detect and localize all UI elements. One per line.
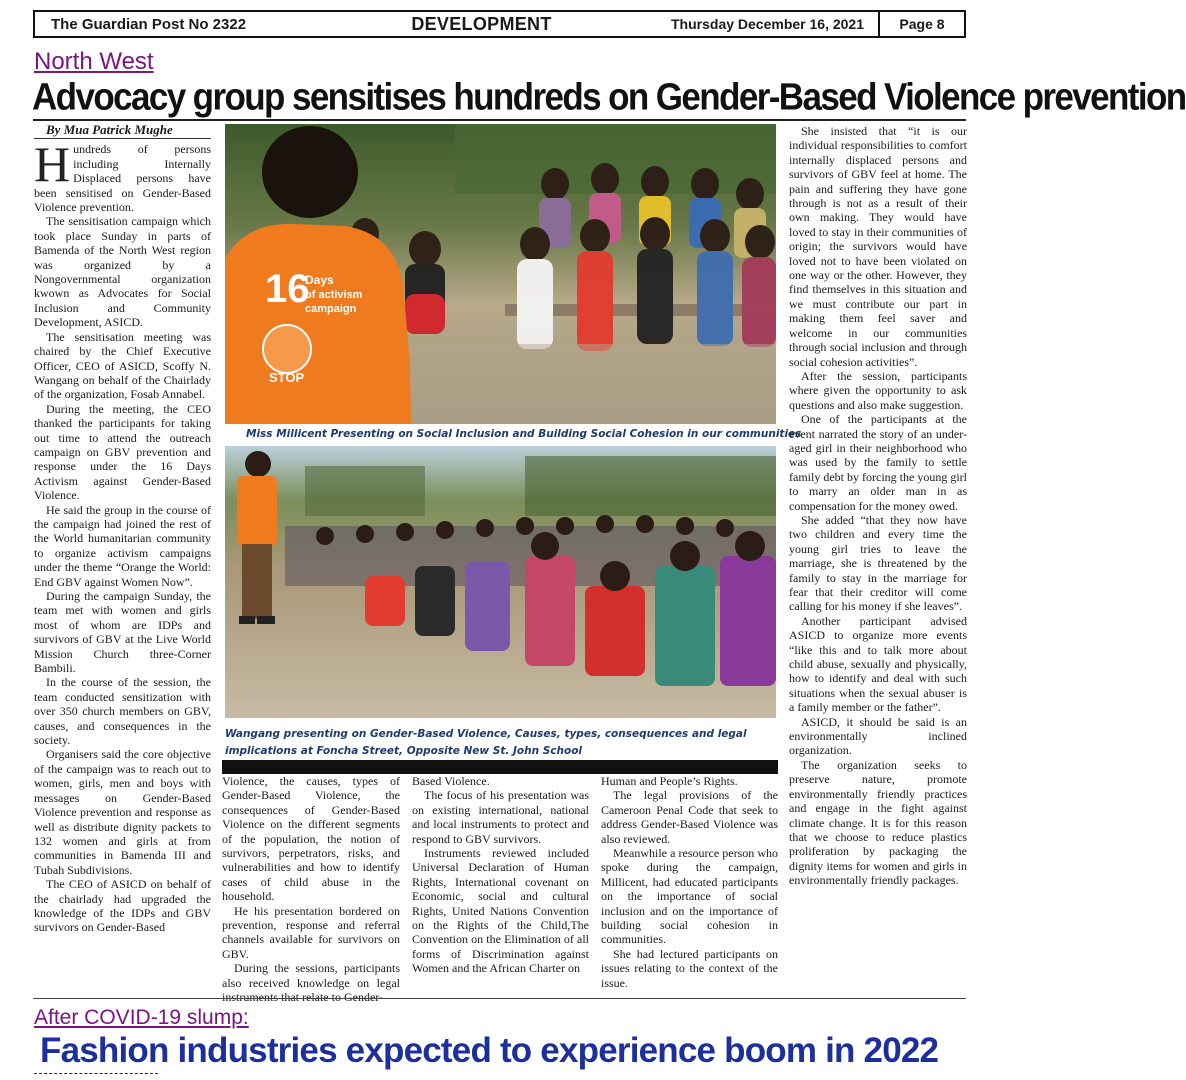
shirt-text-activism: of activism bbox=[305, 289, 363, 301]
paragraph: She had lectured participants on issues relating to the context of the issue. bbox=[601, 946, 778, 990]
paragraph: Meanwhile a resource person who spoke during the campaign, Millicent, had educated participants on the importance of social inclusion and on the importance of building social cohesion in communities. bbox=[601, 846, 778, 947]
photo-separator-bar bbox=[222, 760, 778, 774]
article-byline: By Mua Patrick Mughe bbox=[34, 123, 211, 139]
photo-2-caption-line-1: Wangang presenting on Gender-Based Violence, Causes, types, consequences and legal bbox=[225, 728, 747, 740]
page-header bbox=[33, 10, 966, 38]
paragraph: ASICD, it should be said is an environmentally inclined organization. bbox=[789, 714, 967, 758]
paragraph: The sensitisation campaign which took place Sunday in parts of Bamenda of the North West region was organized by a Nongovernmental organization kwown as Advocates for Social Inclusion and Community Development, ASICD. bbox=[34, 214, 211, 330]
photo-millicent-presenting bbox=[225, 124, 776, 424]
paragraph: Another participant advised ASICD to organize more events “like this and to talk more about child abuse, sexually and physically, how to identify and deal with such situations when the sexual abuser is a family member or the father”. bbox=[789, 613, 967, 715]
stop-hand-icon bbox=[263, 325, 311, 373]
paragraph: He his presentation bordered on prevention, response and referral channels available for survivors on GBV. bbox=[222, 903, 400, 961]
paragraph: Human and People’s Rights. bbox=[601, 774, 738, 788]
paragraph: The focus of his presentation was on existing international, national and local instruments to protect and respond to GBV survivors. bbox=[412, 788, 589, 846]
headline-rule bbox=[33, 119, 966, 121]
paragraph: Organisers said the core objective of the campaign was to reach out to women, girls, men and boys with messages on Gender-Based Violence prevention and response as well as distribute dignity packets to 132 women and girls at from communities in Bamenda III and Tubah Subdivisions. bbox=[34, 747, 211, 877]
paragraph: Based Violence. bbox=[412, 774, 490, 788]
article-column-1 bbox=[34, 123, 211, 991]
paragraph: She insisted that “it is our individual responsibilities to comfort internally displaced persons and survivors of GBV feel at home. The pain and suffering they have gone through is not as a result of their own making. They would have loved to stay in their communities of origin; the survivors would have loved not to have been violated on one way or the other. However, they find themselves in this situation and we must contribute our part in making them feel saver and welcome in our communities through social inclusion and through social cohesion activities”. bbox=[789, 124, 967, 369]
shirt-text-days: Days bbox=[305, 273, 334, 287]
paragraph: He said the group in the course of the campaign had joined the rest of the World humanitarian community to organize activism campaigns under the theme “Orange the World: End GBV against Women Now”. bbox=[34, 502, 211, 589]
article-column-3 bbox=[412, 774, 589, 994]
paragraph: The CEO of ASICD on behalf of the chairlady had upgraded the knowledge of the IDPs and GBV survivors on Gender-Based bbox=[34, 877, 211, 935]
article-column-2 bbox=[222, 774, 400, 994]
shirt-text-campaign: campaign bbox=[305, 303, 357, 315]
photo-2-caption-line-2: implications at Foncha Street, Opposite New St. John School bbox=[225, 745, 583, 757]
paragraph: She added “that they now have two children and every time the young girl tries to leave the marriage, she is threatened by the family to stay in the marriage for fear that their creditor will come calling for his money if she leaves”. bbox=[789, 512, 967, 614]
paragraph: During the campaign Sunday, the team met with women and girls most of whom are IDPs and survivors of GBV at the Live World Mission Church three-Corner Bambili. bbox=[34, 589, 211, 676]
article-end-rule bbox=[33, 998, 966, 999]
lead-paragraph: Hundreds of persons including Internally Displaced persons have been sensitised on Gender-Based Violence prevention. bbox=[34, 136, 211, 215]
article-kicker: North West bbox=[34, 48, 154, 75]
article-column-5 bbox=[789, 124, 967, 984]
paragraph: After the session, participants where given the opportunity to ask questions and also make suggestion. bbox=[789, 368, 967, 412]
paragraph: The organization seeks to preserve nature, promote environmentally friendly practices and engage in the fight against climate change. It is for this reason that we choose to reduce plastics proliferation by packaging the dignity items for women and girls in environmentally friendly packages. bbox=[789, 757, 967, 888]
shirt-text-16: 16 bbox=[265, 267, 310, 311]
photo-1-image bbox=[225, 124, 776, 424]
publication-name: The Guardian Post No 2322 bbox=[51, 15, 247, 33]
paragraph: Instruments reviewed included Universal Declaration of Human Rights, International covenant on Economic, social and cultural Rights, United Nations Convention on the Rights of the Child,The Convention on the Elimination of all forms of Discrimination against Women and the African Charter on bbox=[412, 846, 589, 976]
paragraph: The sensitisation meeting was chaired by the Chief Executive Officer, CEO of ASICD, Scoffy N. Wangang on behalf of the Chairlady of the organization, Fosab Annabel. bbox=[34, 329, 211, 402]
issue-date: Thursday December 16, 2021 bbox=[671, 16, 864, 32]
paragraph: During the sessions, participants also received knowledge on legal bbox=[222, 961, 400, 990]
article-column-4 bbox=[601, 774, 778, 994]
paragraph: Violence, the causes, types of Gender-Based Violence, the consequences of Gender-Based Violence on the different segments of the population, the notion of survivors, perpetrators, risks, and vulnerabilities and how to identify cases of child abuse in the household. bbox=[222, 774, 400, 904]
photo-2-image bbox=[225, 446, 776, 718]
next-article-headline: Fashion industries expected to experience boom in 2022 bbox=[40, 1031, 939, 1070]
section-name: DEVELOPMENT bbox=[411, 13, 552, 34]
photo-1-caption: Miss Millicent Presenting on Social Inclusion and Building Social Cohesion in our communities bbox=[246, 428, 802, 440]
page-number: Page 8 bbox=[878, 12, 964, 36]
next-article-kicker: After COVID-19 slump: bbox=[34, 1006, 249, 1029]
shirt-text-stop: STOP bbox=[269, 370, 305, 385]
paragraph: In the course of the session, the team conducted sensitization with over 350 church members on GBV, causes, and consequences in the society. bbox=[34, 675, 211, 748]
dashed-rule bbox=[34, 1073, 158, 1074]
paragraph: One of the participants at the event narrated the story of an under-aged girl in their neighborhood who was used by the family to settle family debt by forcing the young girl to marry an older man in as compensation for the money owed. bbox=[789, 412, 967, 513]
photo-2-caption bbox=[225, 726, 777, 760]
paragraph: During the meeting, the CEO thanked the participants for taking out time to attend the outreach campaign on GBV prevention and response under the 16 Days Activism against Gender-Based Violence. bbox=[34, 401, 211, 503]
paragraph: The legal provisions of the Cameroon Penal Code that seek to address Gender-Based Violence was also reviewed. bbox=[601, 788, 778, 846]
photo-wangang-presenting bbox=[225, 446, 776, 718]
drop-cap: H bbox=[34, 136, 71, 193]
article-headline: Advocacy group sensitises hundreds on Gender-Based Violence prevention bbox=[32, 76, 1186, 119]
